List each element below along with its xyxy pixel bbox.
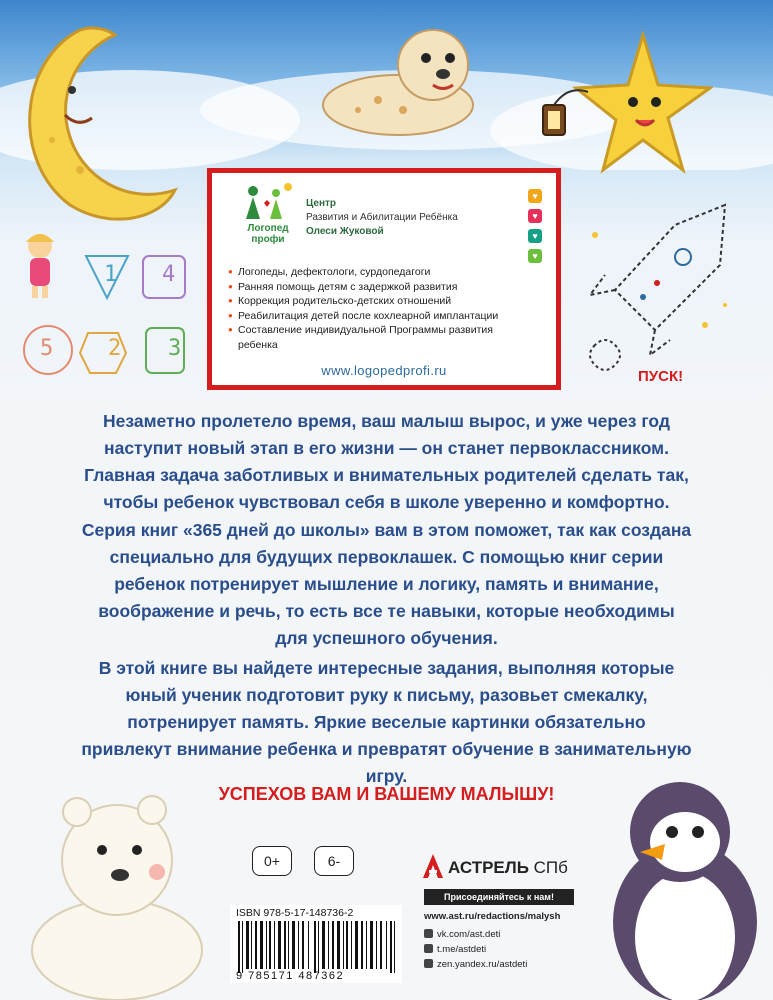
publisher-name xyxy=(448,858,568,878)
social-link-text: vk.com/ast.deti xyxy=(437,929,501,940)
social-link-vk[interactable] xyxy=(424,929,500,940)
center-title xyxy=(306,197,458,239)
center-title-line1: Центр xyxy=(306,198,337,209)
rocket-illustration xyxy=(575,195,740,395)
heart-icon: ♥ xyxy=(528,249,542,263)
social-link-telegram[interactable] xyxy=(424,944,486,955)
bag-digit-3: 3 xyxy=(168,336,182,361)
list-item: ● Коррекция родительско-детских отношений xyxy=(228,294,528,309)
social-link-text: zen.yandex.ru/astdeti xyxy=(437,959,528,970)
intro-paragraph: Незаметно пролетело время, ваш малыш вырос, и уже через год наступит новый этап в его жизни — он станет первоклассником. Главная задача заботливых и внимательных родителей сделать так, чтобы ребенок чувствовал себя в школе уверенно и комфортно. xyxy=(84,411,689,512)
list-item: ● Составление индивидуальной Программы развития ребенка xyxy=(228,323,528,352)
telegram-icon xyxy=(424,944,433,953)
bag-digit-4: 4 xyxy=(162,262,176,287)
rocket-launch-label: ПУСК! xyxy=(638,368,684,385)
zen-icon xyxy=(424,959,433,968)
social-link-zen[interactable] xyxy=(424,959,527,970)
logoped-info-box xyxy=(207,168,561,390)
slogan-text: УСПЕХОВ ВАМ И ВАШЕМУ МАЛЫШУ! xyxy=(218,784,555,804)
join-us-banner: Присоединяйтесь к нам! xyxy=(424,889,574,905)
logoped-logo-text: Логопед профи xyxy=(247,223,289,245)
list-item: ● Реабилитация детей после кохлеарной имплантации xyxy=(228,309,528,324)
series-paragraph: Серия книг «365 дней до школы» вам в этом поможет, так как создана специально для будущих первоклашек. С помощью книг серии ребенок потренирует мышление и логику, память и внимание, воображение и речь, то есть все те навыки, которые необходимы для успешного обучения. xyxy=(81,520,692,648)
girl-and-bags-illustration xyxy=(18,228,198,398)
age-rating-badge: 0+ xyxy=(252,846,292,876)
seal-illustration xyxy=(318,10,488,150)
logoped-website-link[interactable]: www.logopedprofi.ru xyxy=(321,363,447,378)
center-title-line2: Развития и Абилитации Ребёнка xyxy=(306,212,458,223)
book-paragraph: В этой книге вы найдете интересные задания, выполняя которые юный ученик подготовит руку к письму, разовьет смекалку, потренирует память. Яркие веселые картинки обязательно привлекут внимание ребенка и превратят обучение в занимательную игру. xyxy=(81,658,692,786)
logoped-logo-icon xyxy=(238,181,298,221)
isbn-label: ISBN 978-5-17-148736-2 xyxy=(236,907,354,919)
heart-icon: ♥ xyxy=(528,229,542,243)
publisher-website-link[interactable]: www.ast.ru/redactions/malysh xyxy=(424,911,561,922)
penguin-illustration xyxy=(600,772,765,1000)
isbn-barcode-block xyxy=(230,905,402,983)
list-item: ● Логопеды, дефектологи, сурдопедагоги xyxy=(228,265,528,280)
age-rating-badge: 6- xyxy=(314,846,354,876)
astrel-logo-icon xyxy=(422,853,444,879)
star-illustration xyxy=(538,30,713,180)
barcode-digits: 9 785171 487362 xyxy=(236,970,345,982)
list-item: ● Ранняя помощь детям с задержкой развития xyxy=(228,280,528,295)
vk-icon xyxy=(424,929,433,938)
heart-icon: ♥ xyxy=(528,209,542,223)
publisher-city: СПб xyxy=(533,858,568,877)
social-link-text: t.me/astdeti xyxy=(437,944,487,955)
barcode-icon xyxy=(238,921,396,973)
services-list xyxy=(228,265,528,352)
bag-digit-1: 1 xyxy=(104,262,118,287)
center-title-line3: Олеси Жуковой xyxy=(306,226,384,237)
polar-bear-illustration xyxy=(22,790,222,1000)
bag-digit-2: 2 xyxy=(108,336,122,361)
bag-digit-5: 5 xyxy=(40,336,54,361)
moon-illustration xyxy=(10,20,180,230)
publisher-name-text: АСТРЕЛЬ xyxy=(448,858,529,877)
heart-icon: ♥ xyxy=(528,189,542,203)
